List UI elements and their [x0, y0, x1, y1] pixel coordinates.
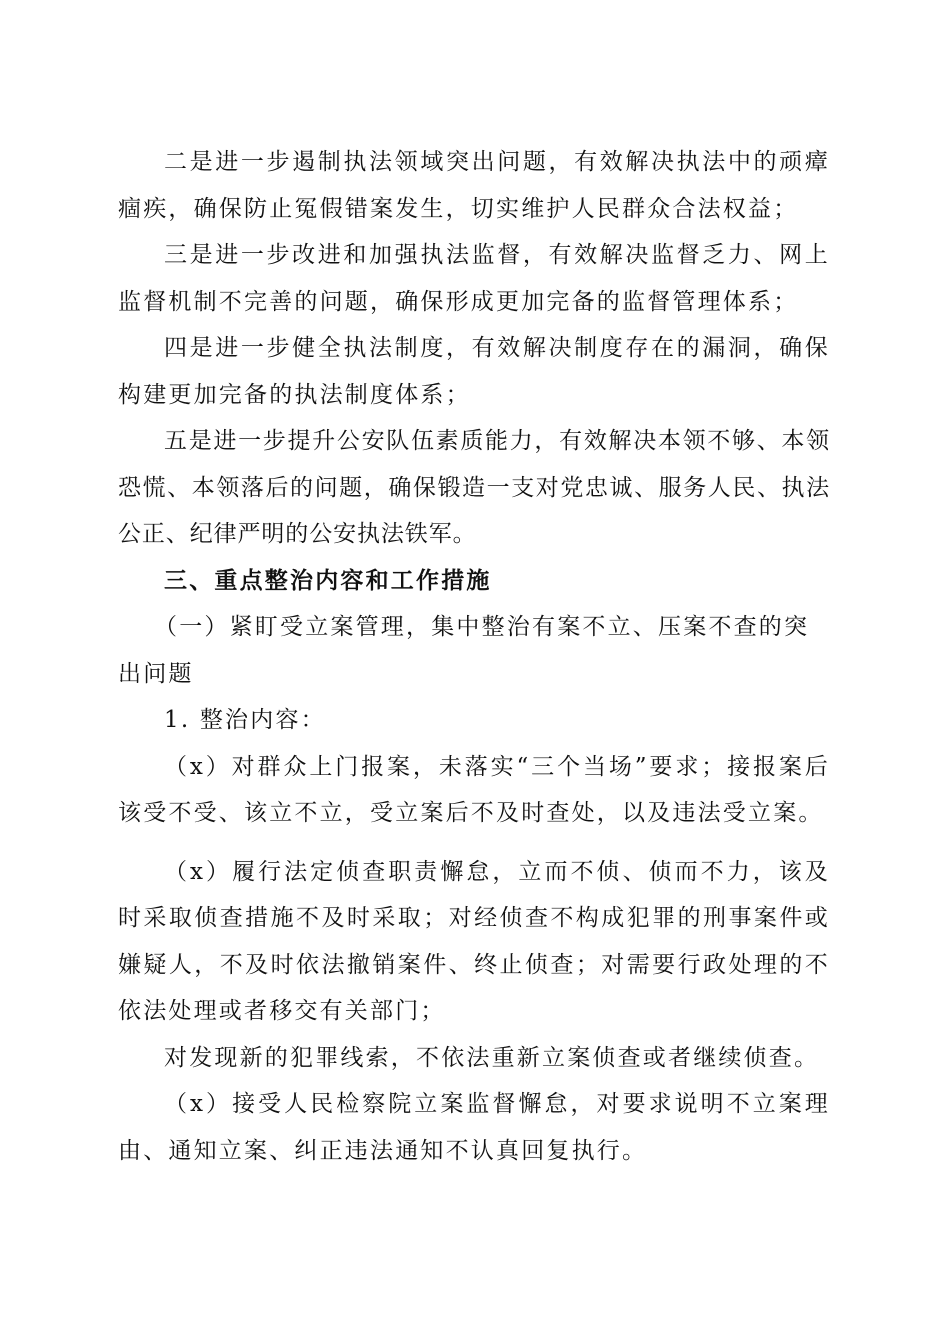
- paragraph-goal-four: 四是进一步健全执法制度，有效解决制度存在的漏洞，确保构建更加完备的执法制度体系；: [118, 335, 830, 408]
- list-item: 对发现新的犯罪线索，不依法重新立案侦查或者继续侦查。: [164, 1044, 820, 1071]
- list-item: （x）对群众上门报案，未落实“三个当场”要求；接报案后该受不受、该立不立，受立案后不及时查处，以及违法受立案。: [118, 753, 830, 826]
- list-item: （x）接受人民检察院立案监督懈怠，对要求说明不立案理由、通知立案、纠正违法通知不认真回复执行。: [118, 1091, 830, 1164]
- item-label: 1. 整治内容：: [164, 707, 326, 733]
- paragraph-goal-three: 三是进一步改进和加强执法监督，有效解决监督乏力、网上监督机制不完善的问题，确保形成更加完备的监督管理体系；: [118, 242, 830, 315]
- section-heading: 三、重点整治内容和工作措施: [164, 567, 492, 594]
- list-item: （x）履行法定侦查职责懈怠，立而不侦、侦而不力，该及时采取侦查措施不及时采取；对经侦查不构成犯罪的刑事案件或嫌疑人，不及时依法撤销案件、终止侦查；对需要行政处理的不依法处理或者移交有关部门；: [118, 858, 830, 1024]
- paragraph-goal-two: 二是进一步遏制执法领域突出问题，有效解决执法中的顽瘴痼疾，确保防止冤假错案发生，切实维护人民群众合法权益；: [118, 149, 830, 222]
- paragraph-goal-five: 五是进一步提升公安队伍素质能力，有效解决本领不够、本领恐慌、本领落后的问题，确保锻造一支对党忠诚、服务人民、执法公正、纪律严明的公安执法铁军。: [118, 428, 830, 547]
- document-page: [118, 139, 830, 1174]
- sub-heading: （一）紧盯受立案管理，集中整治有案不立、压案不查的突出问题: [118, 614, 810, 687]
